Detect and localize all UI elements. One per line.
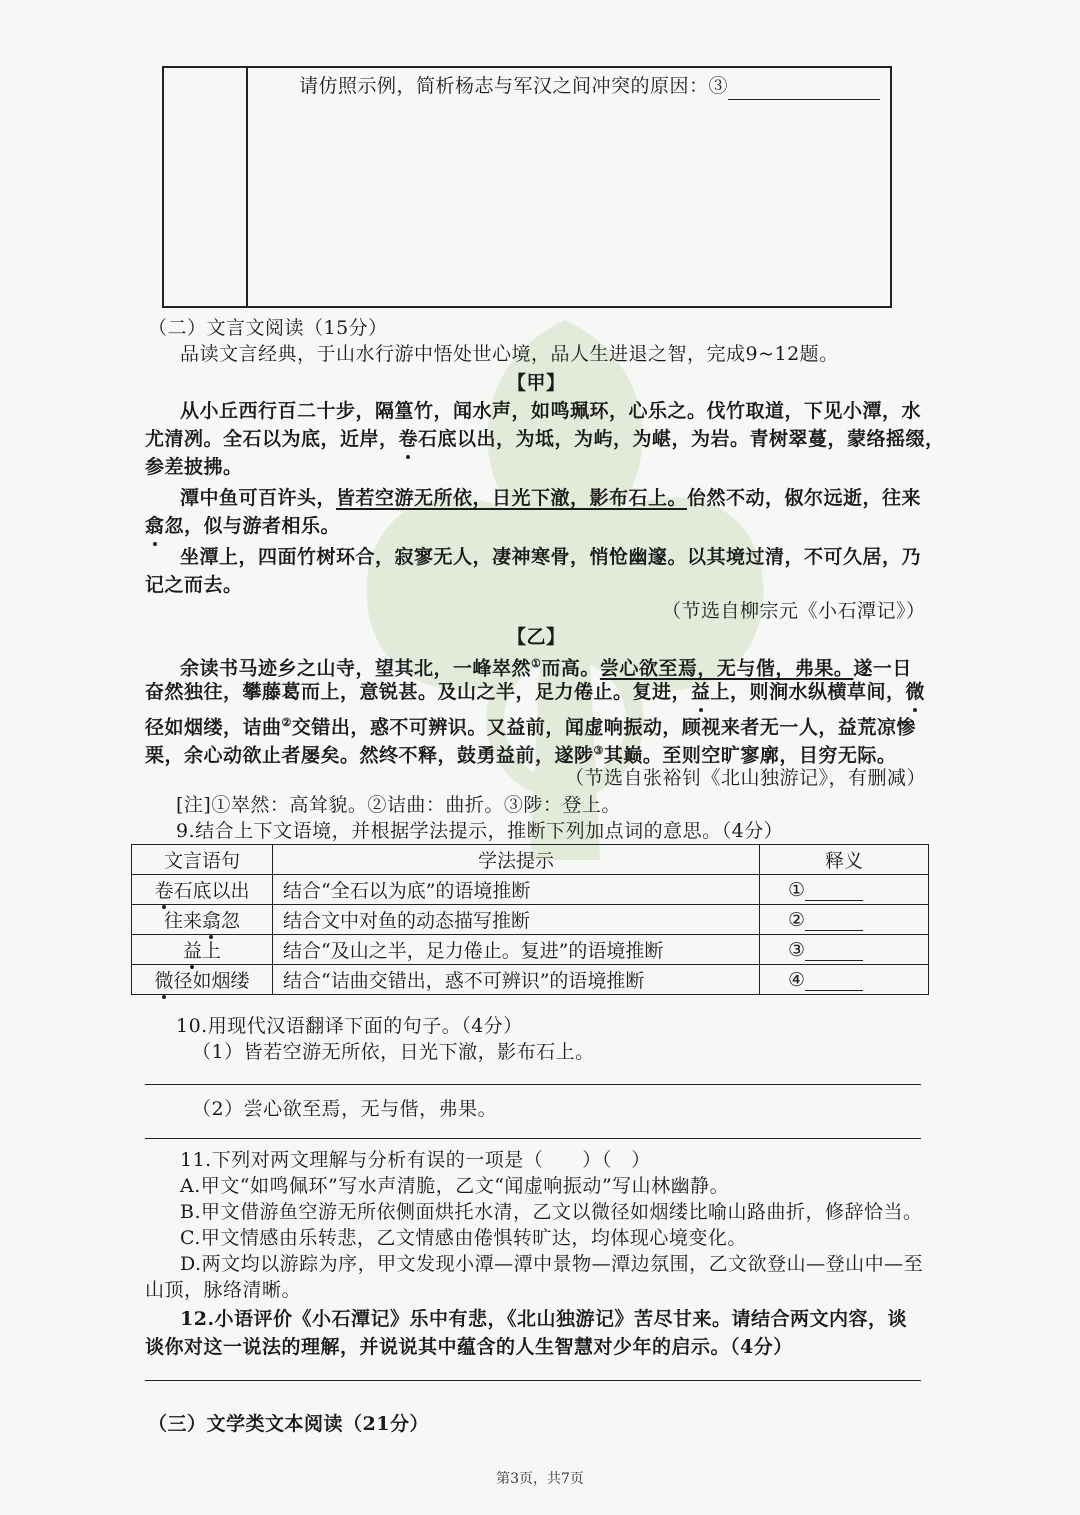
hint-cell: 结合文中对鱼的动态描写推断 [273,905,760,935]
option-b: B.甲文借游鱼空游无所依侧面烘托水清，乙文以微径如烟缕比喻山路曲折，修辞恰当。 [180,1201,923,1223]
section-heading: （二）文言文阅读（15分） [148,317,388,339]
jia-line: 坐潭上，四面竹树环合，寂寥无人，凄神寒骨，悄怆幽邃。以其境过清，不可久居，乃 [180,546,922,568]
yi-line: 径如烟缕，诘曲②交错出，惑不可辨识。又益前，闻虚响振动，顾视来者无一人，益荒凉惨 [145,716,916,739]
hint-cell: 结合“及山之半，足力倦止。复进”的语境推断 [273,935,760,965]
phrase-cell: 卷石底以出 [132,875,273,905]
answer-line[interactable] [145,1380,921,1381]
answer-cell[interactable]: ① [760,875,929,905]
table-row [132,965,929,995]
table-header: 文言语句 [132,845,273,875]
yi-line: 余读书马迹乡之山寺，望其北，一峰崒然①而高。尝心欲至焉，无与偕，弗果。遂一日 [180,657,912,680]
answer-line[interactable] [145,1138,921,1139]
underlined-sentence: 皆若空游无所依，日光下澈，影布石上。 [336,487,688,509]
jia-line: 参差披拂。 [145,456,243,478]
answer-cell[interactable]: ③ [760,935,929,965]
yi-source: （节选自张裕钊《北山独游记》，有删减） [565,767,927,789]
dotted-word: 翕 [145,512,165,540]
answer-box [162,66,892,308]
dotted-word: 微 [906,678,926,706]
hint-cell: 结合“全石以为底”的语境推断 [273,875,760,905]
answer-blank[interactable] [728,79,880,100]
phrase-cell: 微径如烟缕 [132,965,273,995]
vocab-table [131,844,929,995]
jia-line: 记之而去。 [145,574,243,596]
option-d: D.两文均以游踪为序，甲文发现小潭—潭中景物—潭边氛围，乙文欲登山—登山中—至 [180,1253,924,1275]
dotted-word: 卷 [399,425,419,453]
phrase-cell: 益上 [132,935,273,965]
phrase-cell: 往来翕忽 [132,905,273,935]
table-header: 释义 [760,845,929,875]
answer-line[interactable] [145,1084,921,1085]
option-d-cont: 山顶，脉络清晰。 [145,1279,302,1301]
option-c: C.甲文情感由乐转悲，乙文情感由倦惧转旷达，均体现心境变化。 [180,1227,747,1249]
table-header: 学法提示 [273,845,760,875]
box-prompt: 请仿照示例，简析杨志与军汉之间冲突的原因：③ [299,72,880,100]
question-10: 10.用现代汉语翻译下面的句子。（4分） [176,1015,523,1037]
passage-yi-title: 【乙】 [507,626,566,648]
passage-jia-title: 【甲】 [507,372,566,394]
underlined-sentence: 尝心欲至焉，无与偕，弗果。 [599,657,854,680]
page-footer: 第3页，共7页 [496,1471,584,1487]
jia-line: 从小丘西行百二十步，隔篁竹，闻水声，如鸣珮环，心乐之。伐竹取道，下见小潭，水 [180,400,922,422]
section-3-heading: （三）文学类文本阅读（21分） [148,1413,429,1435]
annotation-note: [注]①崒然：高耸貌。②诘曲：曲折。③陟：登上。 [176,794,621,816]
hint-cell: 结合“诘曲交错出，惑不可辨识”的语境推断 [273,965,760,995]
answer-cell[interactable]: ④ [760,965,929,995]
question-9: 9.结合上下文语境，并根据学法提示，推断下列加点词的意思。（4分） [176,820,784,842]
jia-line: 翕忽，似与游者相乐。 [145,512,340,540]
box-divider [246,68,248,306]
question-10-1: （1）皆若空游无所依，日光下澈，影布石上。 [192,1041,595,1063]
table-row [132,905,929,935]
answer-cell[interactable]: ② [760,905,929,935]
table-header-row [132,845,929,875]
jia-source: （节选自柳宗元《小石潭记》） [662,600,926,622]
jia-line: 尤清冽。全石以为底，近岸，卷石底以出，为坻，为屿，为嵁，为岩。青树翠蔓，蒙络摇缀， [145,425,945,453]
section-intro: 品读文言经典，于山水行游中悟处世心境，品人生进退之智，完成9~12题。 [180,343,839,365]
jia-line: 潭中鱼可百许头，皆若空游无所依，日光下澈，影布石上。佁然不动，俶尔远逝，往来 [180,487,922,509]
yi-line: 栗，余心动欲止者屡矣。然终不释，鼓勇益前，遂陟③其巅。至则空旷寥廓，目穷无际。 [145,744,897,767]
question-11: 11.下列对两文理解与分析有误的一项是（ ）（ ） [180,1149,651,1171]
question-12-cont: 谈你对这一说法的理解，并说说其中蕴含的人生智慧对少年的启示。（4分） [145,1336,793,1358]
dotted-word: 益 [691,678,711,706]
table-row [132,935,929,965]
option-a: A.甲文“如鸣佩环”写水声清脆，乙文“闻虚响振动”写山林幽静。 [180,1175,730,1197]
question-10-2: （2）尝心欲至焉，无与偕，弗果。 [192,1098,498,1120]
question-12: 12.小语评价《小石潭记》乐中有悲，《北山独游记》苦尽甘来。请结合两文内容，谈 [180,1308,908,1330]
table-row [132,875,929,905]
yi-line: 奋然独往，攀藤葛而上，意锐甚。及山之半，足力倦止。复进，益上，则涧水纵横草间，微 [145,678,925,706]
